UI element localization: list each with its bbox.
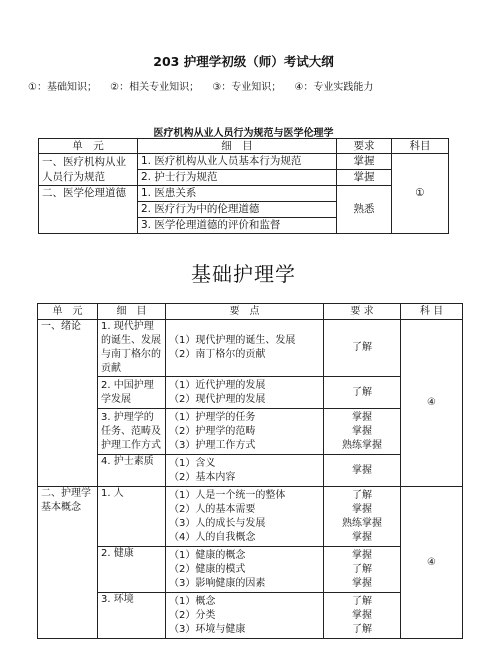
point-line: （2）护理学的范畴 (169, 425, 256, 437)
legend-item: ①：基础知识； (28, 82, 97, 93)
points-cell (166, 547, 324, 593)
point-line: （3）人的成长与发展 (169, 517, 266, 529)
requirement-cell (324, 547, 401, 593)
points-cell (166, 320, 324, 377)
legend-item: ③：专业知识； (212, 82, 282, 93)
table-row (39, 186, 449, 202)
requirement-line: 掌握 (352, 411, 372, 423)
point-line: （4）人的自我概念 (169, 531, 256, 543)
point-line: （2）人的基本需要 (169, 503, 256, 515)
detail-cell: 3. 护理学的任务、范畴及护理工作方式 (98, 409, 166, 455)
table-row (38, 455, 463, 487)
table-row (38, 593, 463, 639)
requirement-line: 掌握 (352, 577, 372, 589)
table-header-row (39, 139, 449, 154)
table-row (39, 154, 449, 170)
detail-cell: 4. 护士素质 (98, 455, 166, 487)
table-header-row (38, 304, 463, 320)
requirement-line: 了解 (352, 563, 372, 575)
requirement-line: 掌握 (352, 425, 372, 437)
requirement-cell: 掌握 (324, 455, 401, 487)
point-line: （1）护理学的任务 (169, 411, 256, 423)
requirement-line: 了解 (352, 595, 372, 607)
point-line: （2）南丁格尔的贡献 (169, 349, 266, 360)
requirement-line: 熟练掌握 (342, 517, 382, 529)
requirement-line: 掌握 (352, 531, 372, 543)
requirement-cell: 了解 (324, 320, 401, 377)
legend-item: ②：相关专业知识； (110, 82, 200, 93)
table-row (38, 320, 463, 377)
detail-cell: 2. 医疗行为中的伦理道德 (138, 202, 337, 218)
requirement-line: 掌握 (352, 549, 372, 561)
point-line: （2）基本内容 (169, 471, 236, 483)
header-subject: 科目 (392, 139, 449, 154)
points-cell (166, 593, 324, 639)
point-line: （2）现代护理的发展 (169, 393, 266, 405)
points-cell (166, 409, 324, 455)
table1-caption: 医疗机构从业人员行为规范与医学伦理学 (153, 128, 334, 139)
unit-cell: 二、医学伦理道德 (39, 186, 138, 234)
point-line: （3）影响健康的因素 (169, 577, 266, 589)
point-line: （1）含义 (169, 457, 216, 469)
detail-cell: 1. 医患关系 (138, 186, 337, 202)
point-line: （1）近代护理的发展 (169, 379, 266, 391)
subject-legend (28, 78, 383, 93)
point-line: （1）现代护理的诞生、发展 (169, 335, 296, 346)
subject-cell: ④ (401, 487, 463, 639)
detail-cell: 2. 健康 (98, 547, 166, 593)
points-cell (166, 455, 324, 487)
table-row (38, 377, 463, 409)
point-line: （3）护理工作方式 (169, 439, 256, 451)
point-line: （3）环境与健康 (169, 623, 246, 635)
point-line: （1）概念 (169, 595, 216, 607)
requirement-line: 了解 (352, 623, 372, 635)
detail-cell: 3. 环境 (98, 593, 166, 639)
header-unit: 单 元 (39, 139, 138, 154)
points-cell (166, 487, 324, 547)
detail-cell: 1. 人 (98, 487, 166, 547)
legend-item: ④：专业实践能力 (294, 82, 374, 93)
unit-cell: 一、绪论 (38, 320, 98, 487)
table-row (38, 547, 463, 593)
requirement-line: 掌握 (352, 609, 372, 621)
requirement-cell: 掌握 (337, 154, 392, 170)
point-line: （2）健康的模式 (169, 563, 246, 575)
point-line: （1）人是一个统一的整体 (169, 489, 286, 501)
requirement-cell: 了解 (324, 377, 401, 409)
detail-cell: 2. 中国护理学发展 (98, 377, 166, 409)
requirement-line: 熟练掌握 (342, 439, 382, 451)
header-detail: 细 目 (138, 139, 337, 154)
requirement-line: 了解 (352, 489, 372, 501)
requirement-cell (324, 409, 401, 455)
point-line: （1）健康的概念 (169, 549, 246, 561)
detail-cell: 1. 现代护理的诞生、发展与南丁格尔的贡献 (98, 320, 166, 377)
requirement-cell (324, 487, 401, 547)
table-row (38, 409, 463, 455)
requirement-cell: 掌握 (337, 170, 392, 186)
detail-cell: 2. 护士行为规范 (138, 170, 337, 186)
point-line: （2）分类 (169, 609, 216, 621)
header-unit: 单 元 (38, 304, 98, 320)
detail-cell: 1. 医疗机构从业人员基本行为规范 (138, 154, 337, 170)
table-row (38, 487, 463, 547)
requirement-cell: 熟悉 (337, 186, 392, 234)
unit-cell: 一、医疗机构从业人员行为规范 (39, 154, 138, 186)
section-title: 基础护理学 (191, 262, 296, 286)
header-subject: 科 目 (401, 304, 463, 320)
requirement-line: 掌握 (352, 503, 372, 515)
ethics-table (38, 138, 449, 234)
unit-cell: 二、护理学基本概念 (38, 487, 98, 639)
subject-cell: ① (392, 154, 449, 234)
subject-cell: ④ (401, 320, 463, 487)
detail-cell: 3. 医学伦理道德的评价和监督 (138, 218, 337, 234)
header-points: 要 点 (166, 304, 324, 320)
header-requirement: 要求 (337, 139, 392, 154)
points-cell (166, 377, 324, 409)
requirement-cell (324, 593, 401, 639)
header-detail: 细 目 (98, 304, 166, 320)
exam-title: 203 护理学初级（师）考试大纲 (153, 54, 334, 69)
header-requirement: 要 求 (324, 304, 401, 320)
basic-nursing-table (37, 303, 463, 639)
